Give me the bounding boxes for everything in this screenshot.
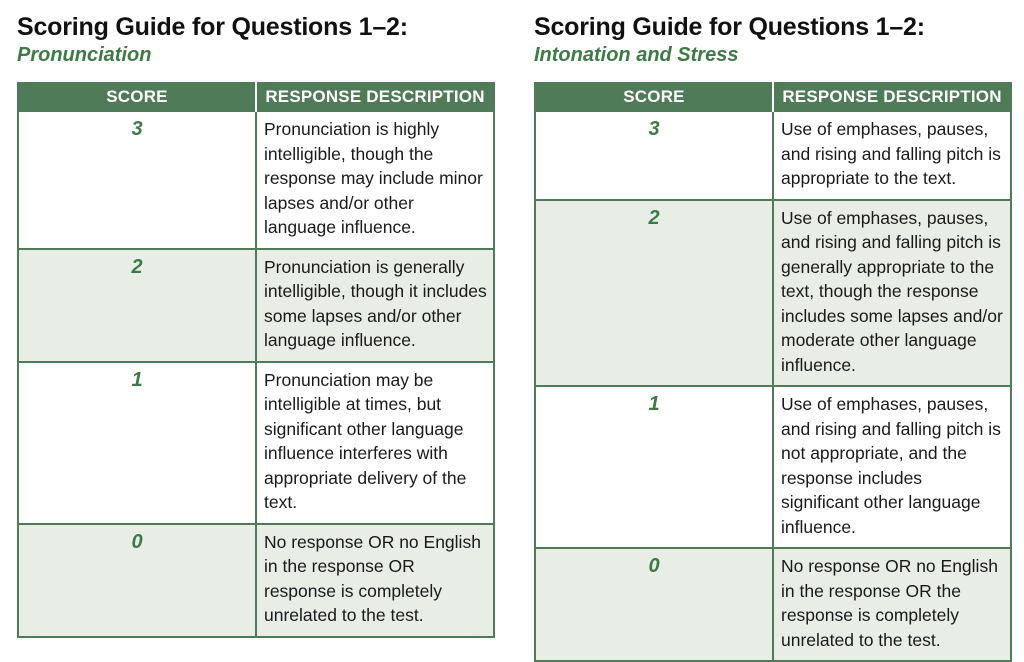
score-cell: 2 [18,249,256,362]
scoring-guide-intonation-stress [534,12,1012,662]
guide-subtitle: Intonation and Stress [534,44,739,66]
description-cell: Pronunciation is highly intelligible, though the response may include minor lapses and/or other language influence. [256,111,494,249]
description-cell: Pronunciation is generally intelligible, though it includes some lapses and/or other language influence. [256,249,494,362]
table-row [18,362,494,524]
table-row [18,111,494,249]
score-column-header: SCORE [18,83,256,111]
table-row [535,111,1011,200]
guide-title: Scoring Guide for Questions 1–2: [534,13,925,41]
header-row [18,83,494,111]
description-cell: No response OR no English in the response OR the response is completely unrelated to the test. [773,548,1011,661]
table-row [535,200,1011,387]
description-cell: Use of emphases, pauses, and rising and falling pitch is appropriate to the text. [773,111,1011,200]
description-cell: Use of emphases, pauses, and rising and falling pitch is not appropriate, and the response includes significant other language influence. [773,386,1011,548]
description-cell: No response OR no English in the response OR response is completely unrelated to the test. [256,524,494,637]
header-row [535,83,1011,111]
score-cell: 1 [535,386,773,548]
score-column-header: SCORE [535,83,773,111]
scoring-guide-pronunciation [17,12,495,638]
score-cell: 0 [18,524,256,637]
rubric-table [17,82,495,638]
score-cell: 3 [535,111,773,200]
table-row [18,524,494,637]
score-cell: 0 [535,548,773,661]
score-cell: 3 [18,111,256,249]
guide-title: Scoring Guide for Questions 1–2: [17,13,408,41]
description-cell: Use of emphases, pauses, and rising and falling pitch is generally appropriate to the text, though the response includes some lapses and/or moderate other language influence. [773,200,1011,387]
description-cell: Pronunciation may be intelligible at times, but significant other language influence interferes with appropriate delivery of the text. [256,362,494,524]
score-cell: 1 [18,362,256,524]
description-column-header: RESPONSE DESCRIPTION [256,83,494,111]
table-row [535,386,1011,548]
guide-subtitle: Pronunciation [17,44,152,66]
description-column-header: RESPONSE DESCRIPTION [773,83,1011,111]
table-row [18,249,494,362]
score-cell: 2 [535,200,773,387]
table-row [535,548,1011,661]
rubric-table [534,82,1012,662]
